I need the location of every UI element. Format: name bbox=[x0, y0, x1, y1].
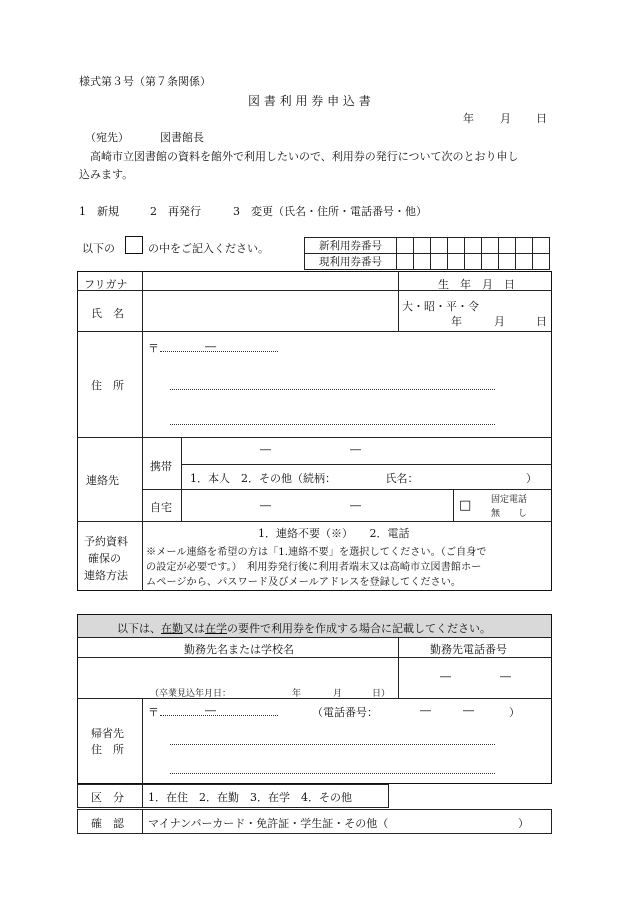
name-label: 氏 名 bbox=[91, 307, 124, 320]
mobile-owner-close: ） bbox=[526, 472, 537, 485]
new-card-label: 新利用券番号 bbox=[305, 238, 397, 254]
new-card-digit[interactable] bbox=[482, 238, 499, 254]
option-reissue[interactable]: 2 再発行 bbox=[150, 205, 201, 218]
mobile-owner[interactable]: 1．本人 2．その他（続柄： 氏名： bbox=[190, 472, 419, 485]
intro-line-1: 高崎市立図書館の資料を館外で利用したいので、利用券の発行について次のとおり申し bbox=[90, 150, 519, 163]
reserve-note-1: ※メール連絡を希望の方は「1.連絡不要」を選択してください。（ご自身で bbox=[146, 547, 487, 558]
return-label-2: 住 所 bbox=[91, 743, 124, 756]
work-header-mid: 又は bbox=[183, 622, 205, 635]
current-card-digit[interactable] bbox=[516, 254, 533, 270]
home-dash-2: ― bbox=[350, 499, 361, 512]
return-phone-dash-1: ― bbox=[420, 704, 431, 717]
work-phone-dash-2: ― bbox=[500, 670, 511, 683]
return-postal-dash: ― bbox=[205, 704, 216, 717]
mobile-label: 携帯 bbox=[150, 460, 172, 473]
home-dash-1: ― bbox=[260, 499, 271, 512]
current-card-label: 現利用券番号 bbox=[305, 254, 397, 270]
intro-line-2: 込みます。 bbox=[79, 168, 134, 181]
reserve-label-1: 予約資料 bbox=[84, 535, 128, 548]
date-year-label: 年 bbox=[463, 112, 474, 125]
furigana-label: フリガナ bbox=[84, 278, 128, 291]
return-phone-close: ） bbox=[509, 706, 520, 719]
confirm-options[interactable]: マイナンバーカード・免許証・学生証・その他（ bbox=[148, 817, 389, 830]
era-options[interactable]: 大・昭・平・令 bbox=[402, 300, 479, 313]
category-label: 区 分 bbox=[91, 791, 124, 804]
grad-year-label: 年 bbox=[292, 689, 302, 699]
new-card-digit[interactable] bbox=[448, 238, 465, 254]
work-header-pre: 以下は、 bbox=[117, 622, 161, 635]
date-day-label: 日 bbox=[536, 112, 547, 125]
new-card-digit[interactable] bbox=[533, 238, 550, 254]
no-landline-checkbox[interactable]: □ bbox=[459, 498, 472, 513]
grad-day-label: 日） bbox=[372, 689, 391, 699]
no-landline-label-2: 無 し bbox=[491, 509, 528, 519]
form-title: 図 書 利 用 券 申 込 書 bbox=[248, 94, 371, 108]
mobile-dash-2: ― bbox=[350, 443, 361, 456]
work-header-study: 在学 bbox=[205, 622, 227, 635]
workplace-label: 勤務先名または学校名 bbox=[184, 643, 294, 656]
mobile-dash-1: ― bbox=[260, 443, 271, 456]
work-phone-label: 勤務先電話番号 bbox=[430, 643, 507, 656]
birth-month-label: 月 bbox=[494, 315, 505, 328]
birth-label: 生 年 月 日 bbox=[438, 278, 515, 291]
category-options[interactable]: 1．在住 2．在勤 3．在学 4．その他 bbox=[148, 791, 352, 804]
new-card-digit[interactable] bbox=[397, 238, 414, 254]
form-number: 様式第３号（第７条関係） bbox=[79, 75, 211, 88]
grad-month-label: 月 bbox=[333, 689, 343, 699]
new-card-digit[interactable] bbox=[465, 238, 482, 254]
new-card-digit[interactable] bbox=[414, 238, 431, 254]
mobile-number-field[interactable] bbox=[183, 438, 551, 463]
return-phone-dash-2: ― bbox=[463, 704, 474, 717]
current-card-digit[interactable] bbox=[397, 254, 414, 270]
current-card-digit[interactable] bbox=[448, 254, 465, 270]
option-change[interactable]: 3 変更（氏名・住所・電話番号・他） bbox=[233, 205, 427, 218]
no-landline-label-1: 固定電話 bbox=[491, 495, 528, 505]
option-new[interactable]: 1 新規 bbox=[79, 205, 119, 218]
graduation-label: （卒業見込年月日： bbox=[150, 689, 232, 699]
postal-dash: ― bbox=[205, 340, 216, 353]
contact-label: 連絡先 bbox=[86, 474, 119, 487]
return-address-line-1[interactable] bbox=[170, 744, 495, 745]
reserve-label-3: 連絡方法 bbox=[84, 569, 128, 582]
fill-note-suffix: の中をご記入ください。 bbox=[148, 242, 269, 255]
home-number-field[interactable] bbox=[183, 490, 452, 520]
current-card-digit[interactable] bbox=[414, 254, 431, 270]
fill-note-prefix: 以下の bbox=[82, 242, 115, 255]
address-line-2[interactable] bbox=[170, 424, 495, 425]
birth-year-label: 年 bbox=[451, 315, 462, 328]
workplace-field[interactable] bbox=[79, 659, 397, 681]
return-label-1: 帰省先 bbox=[91, 727, 124, 740]
current-card-digit[interactable] bbox=[482, 254, 499, 270]
name-field[interactable] bbox=[144, 292, 397, 330]
work-header-work: 在勤 bbox=[161, 622, 183, 635]
address-label: 住 所 bbox=[91, 379, 124, 392]
return-phone-label: （電話番号： bbox=[312, 706, 378, 719]
addressee: 図書館長 bbox=[160, 131, 204, 144]
birth-day-label: 日 bbox=[536, 315, 547, 328]
home-label: 自宅 bbox=[150, 501, 172, 514]
work-study-table bbox=[77, 614, 552, 784]
card-number-grid bbox=[304, 237, 550, 270]
reserve-note-2: の設定が必要です。） 利用券発行後に利用者端末又は高崎市立図書館ホー bbox=[146, 562, 482, 573]
furigana-field[interactable] bbox=[144, 272, 397, 290]
confirm-label: 確 認 bbox=[91, 817, 124, 830]
fill-box-sample bbox=[125, 236, 143, 254]
return-postal-mark: 〒 bbox=[148, 706, 159, 719]
current-card-digit[interactable] bbox=[533, 254, 550, 270]
current-card-digit[interactable] bbox=[465, 254, 482, 270]
reserve-note-3: ムページから、パスワード及びメールアドレスを登録してください。 bbox=[146, 577, 462, 588]
current-card-digit[interactable] bbox=[499, 254, 516, 270]
work-phone-dash-1: ― bbox=[440, 670, 451, 683]
work-header-post: の要件で利用券を作成する場合に記載してください。 bbox=[227, 622, 491, 635]
address-line-1[interactable] bbox=[170, 389, 495, 390]
postal-mark: 〒 bbox=[148, 342, 159, 355]
return-address-line-2[interactable] bbox=[170, 773, 495, 774]
reserve-label-2: 確保の bbox=[88, 552, 121, 565]
reserve-options[interactable]: 1．連絡不要（※） 2．電話 bbox=[258, 527, 410, 540]
date-month-label: 月 bbox=[500, 112, 511, 125]
work-header bbox=[117, 620, 491, 636]
new-card-digit[interactable] bbox=[499, 238, 516, 254]
new-card-digit[interactable] bbox=[431, 238, 448, 254]
work-phone-field[interactable] bbox=[400, 659, 550, 697]
return-postal-field[interactable] bbox=[160, 715, 278, 716]
addressee-prefix: （宛先） bbox=[85, 131, 129, 144]
new-card-digit[interactable] bbox=[516, 238, 533, 254]
current-card-digit[interactable] bbox=[431, 254, 448, 270]
confirm-close: ） bbox=[518, 817, 529, 830]
postal-code-field[interactable] bbox=[160, 351, 278, 352]
